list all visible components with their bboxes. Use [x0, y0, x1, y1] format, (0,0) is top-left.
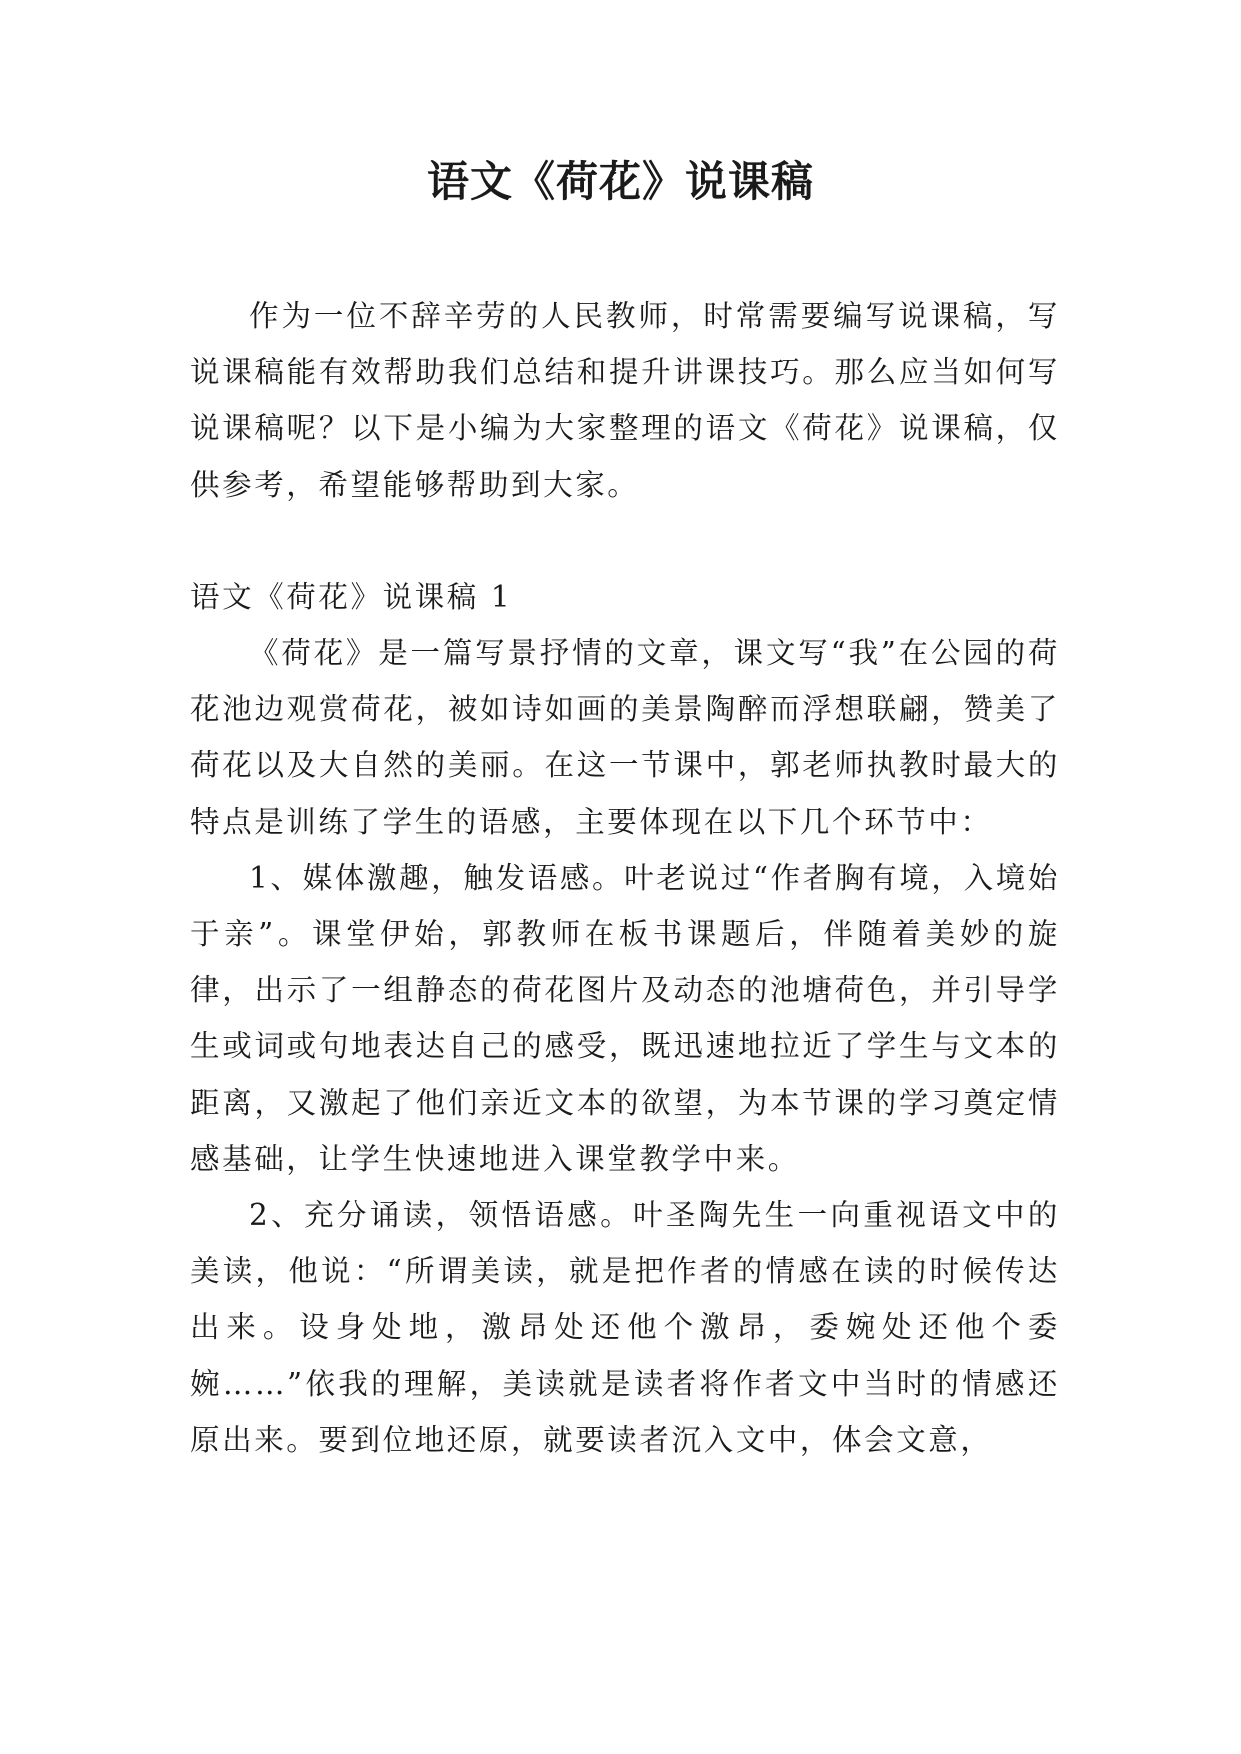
document-body: [190, 288, 1060, 1468]
body-paragraph-3: 2、充分诵读，领悟语感。叶圣陶先生一向重视语文中的美读，他说：“所谓美读，就是把作者的情感在读的时候传达出来。设身处地，激昂处还他个激昂，委婉处还他个委婉……”依我的理解，美读就是读者将作者文中当时的情感还原出来。要到位地还原，就要读者沉入文中，体会文意，: [190, 1198, 1060, 1457]
body-paragraph-1: 《荷花》是一篇写景抒情的文章，课文写“我”在公园的荷花池边观赏荷花，被如诗如画的美景陶醉而浮想联翩，赞美了荷花以及大自然的美丽。在这一节课中，郭老师执教时最大的特点是训练了学生的语感，主要体现在以下几个环节中：: [190, 636, 1060, 839]
paragraph-spacer: [190, 513, 1060, 569]
body-paragraph-2: 1、媒体激趣，触发语感。叶老说过“作者胸有境，入境始于亲”。课堂伊始，郭教师在板书课题后，伴随着美妙的旋律，出示了一组静态的荷花图片及动态的池塘荷色，并引导学生或词或句地表达自己的感受，既迅速地拉近了学生与文本的距离，又激起了他们亲近文本的欲望，为本节课的学习奠定情感基础，让学生快速地进入课堂教学中来。: [190, 860, 1060, 1176]
intro-paragraph: 作为一位不辞辛劳的人民教师，时常需要编写说课稿，写说课稿能有效帮助我们总结和提升讲课技巧。那么应当如何写说课稿呢？以下是小编为大家整理的语文《荷花》说课稿，仅供参考，希望能够帮助到大家。: [190, 299, 1060, 502]
section-heading: 语文《荷花》说课稿 1: [190, 579, 513, 614]
document-title: 语文《荷花》说课稿: [426, 157, 814, 206]
